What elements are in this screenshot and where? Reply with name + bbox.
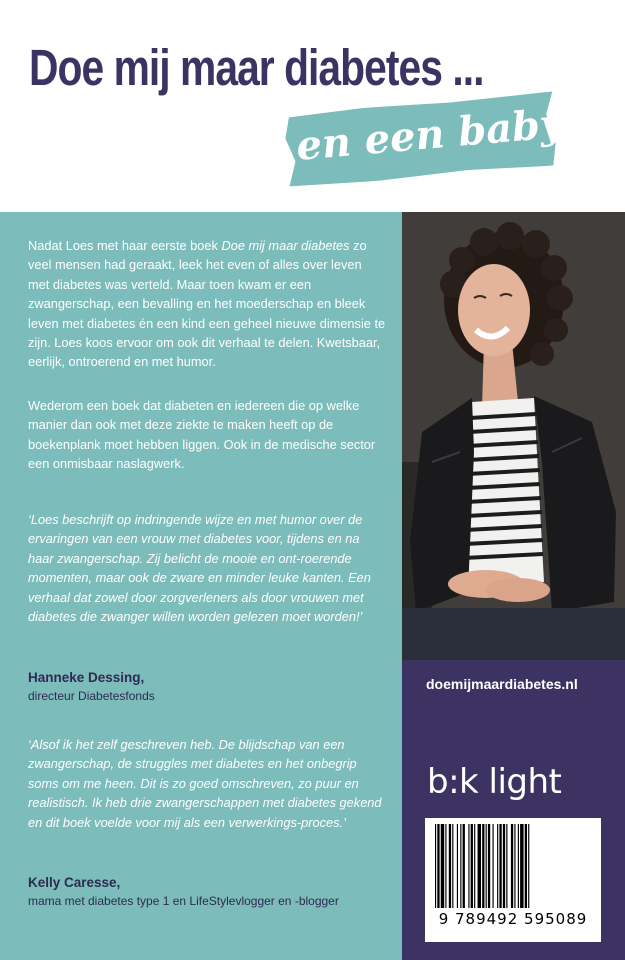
barcode-bar — [514, 824, 515, 908]
barcode-bar — [499, 824, 501, 908]
barcode-bar — [463, 824, 465, 908]
book-title: Doe mij maar diabetes ... — [29, 39, 484, 96]
book-subtitle: en een baby — [294, 99, 565, 170]
barcode-bar — [441, 824, 444, 908]
quote-1-role: directeur Diabetesfonds — [28, 689, 155, 703]
barcode-bar — [518, 824, 519, 908]
barcode-bar — [528, 824, 529, 908]
endorsement-quote-1 — [28, 510, 386, 626]
barcode-bar — [493, 824, 494, 908]
barcode-bar — [474, 824, 475, 908]
blurb-text-start: Nadat Loes met haar eerste boek — [28, 238, 222, 253]
blurb-text-2: Wederom een boek dat diabeten en iedereen die op welke manier dan ook met deze ziekte te maken heeft op de boekenplank moet hebben liggen. Ook in de medische sector een onmisbaar naslagwerk. — [28, 398, 376, 472]
author-photo-illustration — [402, 212, 625, 660]
barcode-bar — [445, 824, 446, 908]
barcode-bar — [449, 824, 451, 908]
quote-2-role: mama met diabetes type 1 en LifeStylevlogger en -blogger — [28, 894, 339, 908]
quote-1-text: ‘Loes beschrijft op indringende wijze en met humor over de ervaringen van een vrouw met diabetes voor, tijdens en na haar zwangerschap. Zij belicht de mooie en ont-roerende momenten, maar ook de zware en minder leuke kanten. Een verhaal dat zowel door zorgverleners als door vrouwen met diabetes die zwanger willen worden gelezen moet worden!’ — [28, 512, 371, 625]
barcode-bar — [468, 824, 469, 908]
barcode-bar — [486, 824, 487, 908]
blurb-paragraph-1 — [28, 236, 386, 372]
barcode-bar — [478, 824, 481, 908]
website-url[interactable]: doemijmaardiabetes.nl — [426, 676, 578, 692]
blurb-text-rest: zo veel mensen had geraakt, leek het even of alles over leven met diabetes was verteld. Maar toen kwam er een zwangerschap, een bevalling en het moederschap en bleek leven met diabetes én een kind een geheel nieuwe dimensie te zijn. Loes koos ervoor om ook dit verhaal te delen. Kwetsbaar, eerlijk, ontroerend en met humor. — [28, 238, 386, 370]
barcode-bar — [488, 824, 490, 908]
barcode-bar — [525, 824, 527, 908]
barcode-bar — [520, 824, 523, 908]
first-book-title: Doe mij maar diabetes — [221, 238, 350, 253]
quote-1-author: Hanneke Dessing, — [28, 670, 145, 685]
barcode-bar — [497, 824, 498, 908]
barcode-bar — [482, 824, 484, 908]
quote-2-text: ‘Alsof ik het zelf geschreven heb. De blijdschap van een zwangerschap, de struggles met diabetes en het onbegrip soms om me heen. Dit is zo goed omschreven, zo puur en realistisch. Ik heb drie zwangerschappen met diabetes gekend en dit boek voelde voor mij als een verwerkings-proces.’ — [28, 737, 382, 830]
barcode-bar — [503, 824, 505, 908]
cover-header — [0, 0, 625, 212]
publisher-logo: b:k light — [427, 762, 562, 802]
barcode-bar — [457, 824, 458, 908]
barcode-bar — [471, 824, 473, 908]
author-photo — [402, 212, 625, 660]
endorsement-quote-2 — [28, 735, 386, 832]
barcode-bar — [437, 824, 439, 908]
barcode-bar — [506, 824, 507, 908]
barcode-bar — [460, 824, 461, 908]
barcode-bars — [435, 824, 591, 908]
barcode-bar — [435, 824, 436, 908]
barcode-bar — [452, 824, 453, 908]
blurb-paragraph-2 — [28, 396, 386, 474]
barcode — [425, 818, 601, 942]
barcode-bar — [511, 824, 513, 908]
isbn-number: 9 789492 595089 — [438, 910, 588, 928]
quote-2-author: Kelly Caresse, — [28, 875, 121, 890]
